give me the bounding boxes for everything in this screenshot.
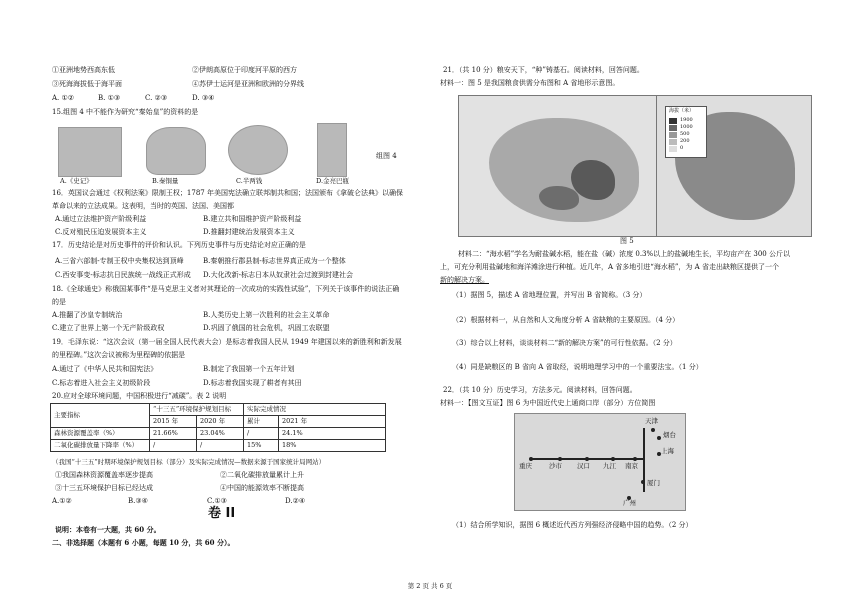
question-22: 22．（共 10 分）历史学习，方法多元。阅读材料，回答问题。 <box>443 386 637 394</box>
choice-a: A. ①② <box>52 94 75 102</box>
table-cell: 森林资源覆盖率（%） <box>51 428 150 440</box>
q17-option-d: D.大化改新-标志日本从奴隶社会过渡到封建社会 <box>203 271 353 279</box>
table-header-indicator: 主要指标 <box>51 404 150 428</box>
choice-c: C. ②③ <box>145 94 168 102</box>
city-label: 沙市 <box>549 462 562 470</box>
table-note: （我国“十三五”时期环境保护规划目标（部分）及实际完成情况—数据来源于国家统计局网站） <box>52 458 326 466</box>
table-row <box>51 428 386 440</box>
q18-option-c: C.建立了世界上第一个无产阶级政权 <box>52 324 165 332</box>
choice-b: B. ①③ <box>98 94 121 102</box>
q19-option-d: D.标志着我国实现了耕者有其田 <box>203 379 302 387</box>
table-cell: 15% <box>244 440 279 452</box>
q17-option-a: A.三省六部制-专制王权中央集权达到顶峰 <box>55 257 184 265</box>
material-2-line-2: 上，可充分利用盐碱地和海洋滩涂进行种植。近几年，A 省多地引进“海水稻”，为 A 省走出缺粮区提供了一个 <box>440 263 779 271</box>
question-19-cont: 的里程碑。”这次会议被称为里程碑的依据是 <box>52 351 186 359</box>
table-cell: / <box>244 428 279 440</box>
q18-option-a: A.推翻了沙皇专制统治 <box>52 311 123 319</box>
material-2-line-1: 材料二：“海水稻”学名为耐盐碱水稻，能在盐（碱）浓度 0.3%以上的盐碱地生长，平均亩产在 300 公斤以 <box>458 250 790 258</box>
legend-title: 海拔（米） <box>669 108 695 114</box>
question-16-cont: 革命以来的立法成果。这表明，当时的英国、法国、美国都 <box>52 202 234 210</box>
table-cell: 二氧化碳排放量下降率（%） <box>51 440 150 452</box>
table-cell: 24.1% <box>279 428 386 440</box>
sub-question-3: （3）综合以上材料，谈谈材料二“新的解决方案”的可行性依据。（2 分） <box>452 339 677 347</box>
table-subheader: 2021 年 <box>279 416 386 428</box>
gold-bottle-image <box>317 123 347 177</box>
legend-value: 1900 <box>680 117 693 123</box>
q16-option-d: D.推翻封建统治发展资本主义 <box>203 228 295 236</box>
city-label: 上海 <box>661 447 674 455</box>
table-row <box>51 440 386 452</box>
sub-question-22-1: （1）结合所学知识，据图 6 概述近代西方列强经济侵略中国的趋势。（2 分） <box>452 521 693 529</box>
qin-bronze-measure-image <box>146 127 206 175</box>
q20-statement-1: ①我国森林资源覆盖率逐步提高 <box>55 471 153 479</box>
option-line-1b: ②伊朗高原位于印度河平原的西方 <box>192 66 297 74</box>
city-dot <box>529 457 533 461</box>
caption-d: D.金亮巴瓶 <box>316 177 350 185</box>
legend-swatch <box>669 139 677 145</box>
option-line-2b: ④苏伊士运河是亚洲和欧洲的分界线 <box>192 80 304 88</box>
city-label: 厦门 <box>647 479 660 487</box>
q20-statement-3: ③十三五环境保护目标已经达成 <box>55 484 153 492</box>
city-dot <box>633 457 637 461</box>
city-dot <box>585 457 589 461</box>
city-dot <box>611 457 615 461</box>
caption-b: B.秦铜量 <box>152 177 179 185</box>
caption-a: A.《史记》 <box>60 177 93 185</box>
q16-option-b: B.建立共和国维护资产阶级利益 <box>203 215 302 223</box>
city-dot <box>641 480 645 484</box>
province-terrain-map <box>656 95 812 237</box>
table-cell: / <box>150 440 197 452</box>
table-cell: 23.04% <box>197 428 244 440</box>
question-19: 19．毛泽东说：“这次会议（第一届全国人民代表大会）是标志着我国人民从 1949 年建国以来的新胜利和新发展 <box>52 338 402 346</box>
elevation-legend <box>665 106 707 158</box>
material-1: 材料一：图 5 是我国粮食供需分布图和 A 省地形示意图。 <box>440 79 620 87</box>
legend-swatch <box>669 125 677 131</box>
legend-swatch <box>669 132 677 138</box>
q16-option-a: A.通过立法维护资产阶级利益 <box>55 215 147 223</box>
banliang-coin-image <box>228 125 288 175</box>
page-footer: 第 2 页 共 6 页 <box>407 582 453 590</box>
q17-option-c: C.西安事变-标志抗日民族统一战线正式形成 <box>55 271 191 279</box>
q20-choice-a: A.①② <box>52 497 72 505</box>
city-label: 广州 <box>623 499 636 507</box>
table-header-plan: “十三五”环境保护规划目标 <box>150 404 244 416</box>
question-20: 20.应对全球环境问题，中国积极进行“减碳”。表 2 说明 <box>52 392 227 400</box>
city-dot <box>558 457 562 461</box>
legend-swatch <box>669 118 677 124</box>
question-17: 17．历史结论是对历史事件的评价和认识。下列历史事件与历史结论对应正确的是 <box>52 241 306 249</box>
table-subheader: 2020 年 <box>197 416 244 428</box>
q17-option-b: B.秦朝推行郡县制-标志世界真正成为一个整体 <box>203 257 346 265</box>
q19-option-a: A.通过了《中华人民共和国宪法》 <box>52 365 158 373</box>
environment-table <box>50 403 386 452</box>
table-subheader: 2015 年 <box>150 416 197 428</box>
sub-question-4: （4）同是缺粮区的 B 省向 A 省取经，说明地理学习中的一个重要法宝。（1 分） <box>452 363 703 371</box>
volume-2-heading: 卷 II <box>208 506 236 521</box>
table-cell: 21.66% <box>150 428 197 440</box>
city-label: 天津 <box>645 417 658 425</box>
q20-statement-2: ②二氧化碳排放量累计上升 <box>220 471 304 479</box>
figure-5-caption: 图 5 <box>620 237 634 245</box>
question-18-cont: 的是 <box>52 298 66 306</box>
legend-swatch <box>669 146 677 152</box>
table-subheader: 累计 <box>244 416 279 428</box>
legend-value: 200 <box>680 138 690 144</box>
q20-statement-4: ④中国的能源效率不断提高 <box>220 484 304 492</box>
volume-2-note: 说明：本卷有一大题，共 60 分。 <box>55 525 161 534</box>
q16-option-c: C.反对殖民压迫发展资本主义 <box>55 228 147 236</box>
shiji-book-image <box>58 127 122 177</box>
city-label: 重庆 <box>519 462 532 470</box>
q18-option-b: B.人类历史上第一次胜利的社会主义革命 <box>203 311 330 319</box>
table-cell: 18% <box>279 440 386 452</box>
material-2-line-3: 新的解决方案。 <box>440 276 489 284</box>
sub-question-2: （2）根据材料一，从自然和人文角度分析 A 省缺粮的主要原因。（4 分） <box>452 316 680 324</box>
city-label: 九江 <box>603 462 616 470</box>
group-4-label: 组图 4 <box>376 152 397 160</box>
table-cell: / <box>197 440 244 452</box>
city-dot <box>657 436 661 440</box>
treaty-ports-map <box>514 413 686 511</box>
legend-value: 1000 <box>680 124 693 130</box>
q19-option-b: B.制定了我国第一个五年计划 <box>203 365 295 373</box>
china-grain-map <box>458 95 658 237</box>
city-label: 汉口 <box>577 462 590 470</box>
choice-d: D. ③④ <box>192 94 215 102</box>
q20-choice-d: D.②④ <box>285 497 306 505</box>
legend-value: 0 <box>680 145 684 151</box>
city-dot <box>651 428 655 432</box>
option-line-2a: ③死海海拔低于海平面 <box>52 80 122 88</box>
question-15: 15.组图 4 中不能作为研究“秦始皇”的资料的是 <box>52 108 199 116</box>
question-16: 16．英国议会通过《权利法案》限制王权；1787 年美国宪法确立联邦制共和国；法国颁布《拿破仑法典》以确保 <box>52 189 403 197</box>
city-label: 烟台 <box>663 431 676 439</box>
q20-choice-c: C.①③ <box>207 497 227 505</box>
question-21: 21．（共 10 分）粮安天下，“种”铸基石。阅读材料，回答问题。 <box>443 66 644 74</box>
q19-option-c: C.标志着进入社会主义初级阶段 <box>52 379 151 387</box>
table-header-actual: 实际完成情况 <box>244 404 386 416</box>
legend-value: 500 <box>680 131 690 137</box>
section-2-heading: 二、非选择题（本题有 6 小题，每题 10 分，共 60 分）。 <box>52 538 235 547</box>
q20-choice-b: B.③④ <box>128 497 148 505</box>
question-18: 18.《全球通史》称俄国某事件“是马克思主义者对其理论的一次成功的实践性试验”，下列关于该事件的说法正确 <box>52 285 400 293</box>
sub-question-1: （1）据图 5，描述 A 省地理位置，并写出 B 省简称。（3 分） <box>452 291 647 299</box>
material-3: 材料一：【图文互证】图 6 为中国近代史上通商口岸（部分）方位简图 <box>440 399 656 407</box>
q18-option-d: D.巩固了俄国的社会危机，巩固工农联盟 <box>203 324 330 332</box>
option-line-1a: ①亚洲地势西高东低 <box>52 66 115 74</box>
caption-c: C.半两钱 <box>236 177 263 185</box>
city-label: 南京 <box>625 462 638 470</box>
